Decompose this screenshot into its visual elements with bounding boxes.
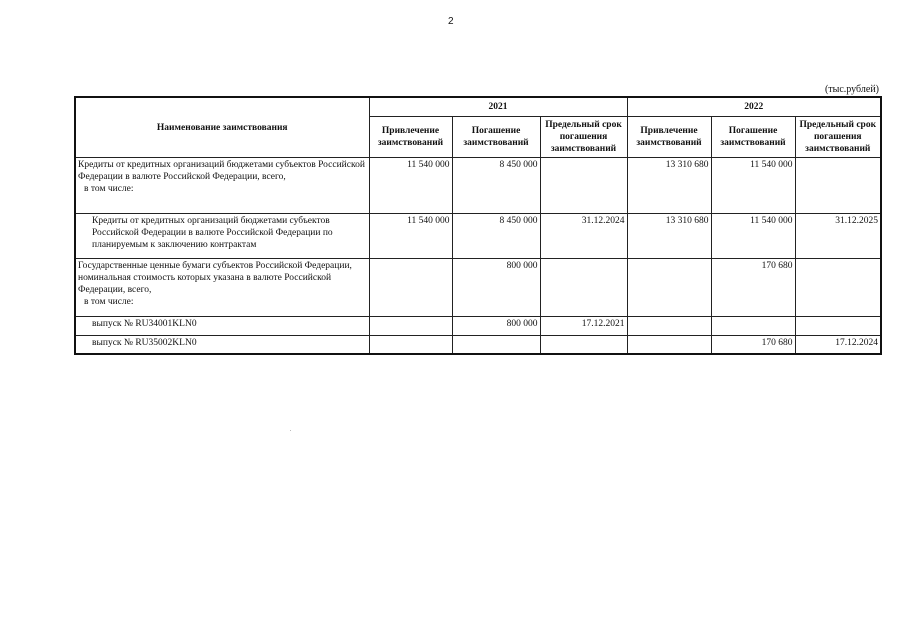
page-number: 2 <box>448 16 454 27</box>
repayment-2022-cell: 170 680 <box>711 336 795 354</box>
row-name-cell <box>75 317 369 336</box>
scan-speck <box>290 430 291 431</box>
attraction-2021-cell <box>369 259 452 317</box>
deadline-2021-cell: 31.12.2024 <box>540 214 627 259</box>
attraction-2021-cell: 11 540 000 <box>369 158 452 214</box>
attraction-2022-cell <box>627 336 711 354</box>
repayment-2022-cell: 170 680 <box>711 259 795 317</box>
attraction-2022-cell <box>627 259 711 317</box>
table-row <box>75 158 881 214</box>
attraction-2022-cell <box>627 317 711 336</box>
attraction-2021-cell <box>369 317 452 336</box>
deadline-2022-cell: 31.12.2025 <box>795 214 881 259</box>
row-name-cell <box>75 214 369 259</box>
row-name-cell <box>75 259 369 317</box>
borrowing-table <box>74 96 882 355</box>
row-note: в том числе: <box>84 184 134 194</box>
row-name: Кредиты от кредитных организаций бюджетами субъектов Российской Федерации в валюте Российской Федерации, всего, <box>78 160 365 182</box>
deadline-2022-cell <box>795 259 881 317</box>
deadline-2021-cell <box>540 336 627 354</box>
attraction-header-2022: Привлечение заимствований <box>627 117 711 158</box>
row-name: Кредиты от кредитных организаций бюджетами субъектов Российской Федерации в валюте Российской Федерации по планируемым к заключению контрактам <box>92 216 333 250</box>
deadline-header-2021: Предельный срок погашения заимствований <box>540 117 627 158</box>
deadline-2022-cell <box>795 158 881 214</box>
year-header-2021: 2021 <box>369 97 627 117</box>
repayment-2021-cell: 800 000 <box>452 317 540 336</box>
repayment-2021-cell <box>452 336 540 354</box>
table-row <box>75 317 881 336</box>
deadline-2022-cell <box>795 317 881 336</box>
attraction-header-2021: Привлечение заимствований <box>369 117 452 158</box>
row-name: Государственные ценные бумаги субъектов Российской Федерации, номинальная стоимость которых указана в валюте Российской Федерации, всего, <box>78 261 352 295</box>
repayment-2021-cell: 800 000 <box>452 259 540 317</box>
table-row <box>75 336 881 354</box>
repayment-2022-cell <box>711 317 795 336</box>
repayment-2022-cell: 11 540 000 <box>711 214 795 259</box>
repayment-header-2022: Погашение заимствований <box>711 117 795 158</box>
deadline-2021-cell <box>540 158 627 214</box>
row-note: в том числе: <box>84 297 134 307</box>
row-name-cell <box>75 336 369 354</box>
deadline-2021-cell: 17.12.2021 <box>540 317 627 336</box>
attraction-2021-cell <box>369 336 452 354</box>
repayment-2022-cell: 11 540 000 <box>711 158 795 214</box>
repayment-2021-cell: 8 450 000 <box>452 158 540 214</box>
row-name-cell <box>75 158 369 214</box>
attraction-2022-cell: 13 310 680 <box>627 158 711 214</box>
attraction-2021-cell: 11 540 000 <box>369 214 452 259</box>
repayment-header-2021: Погашение заимствований <box>452 117 540 158</box>
row-name: выпуск № RU34001KLN0 <box>92 319 197 329</box>
units-label: (тыс.рублей) <box>824 84 879 95</box>
repayment-2021-cell: 8 450 000 <box>452 214 540 259</box>
table-row <box>75 214 881 259</box>
table-row <box>75 259 881 317</box>
deadline-2021-cell <box>540 259 627 317</box>
name-column-header: Наименование заимствования <box>75 97 369 158</box>
deadline-header-2022: Предельный срок погашения заимствований <box>795 117 881 158</box>
year-header-2022: 2022 <box>627 97 881 117</box>
row-name: выпуск № RU35002KLN0 <box>92 338 197 348</box>
attraction-2022-cell: 13 310 680 <box>627 214 711 259</box>
deadline-2022-cell: 17.12.2024 <box>795 336 881 354</box>
